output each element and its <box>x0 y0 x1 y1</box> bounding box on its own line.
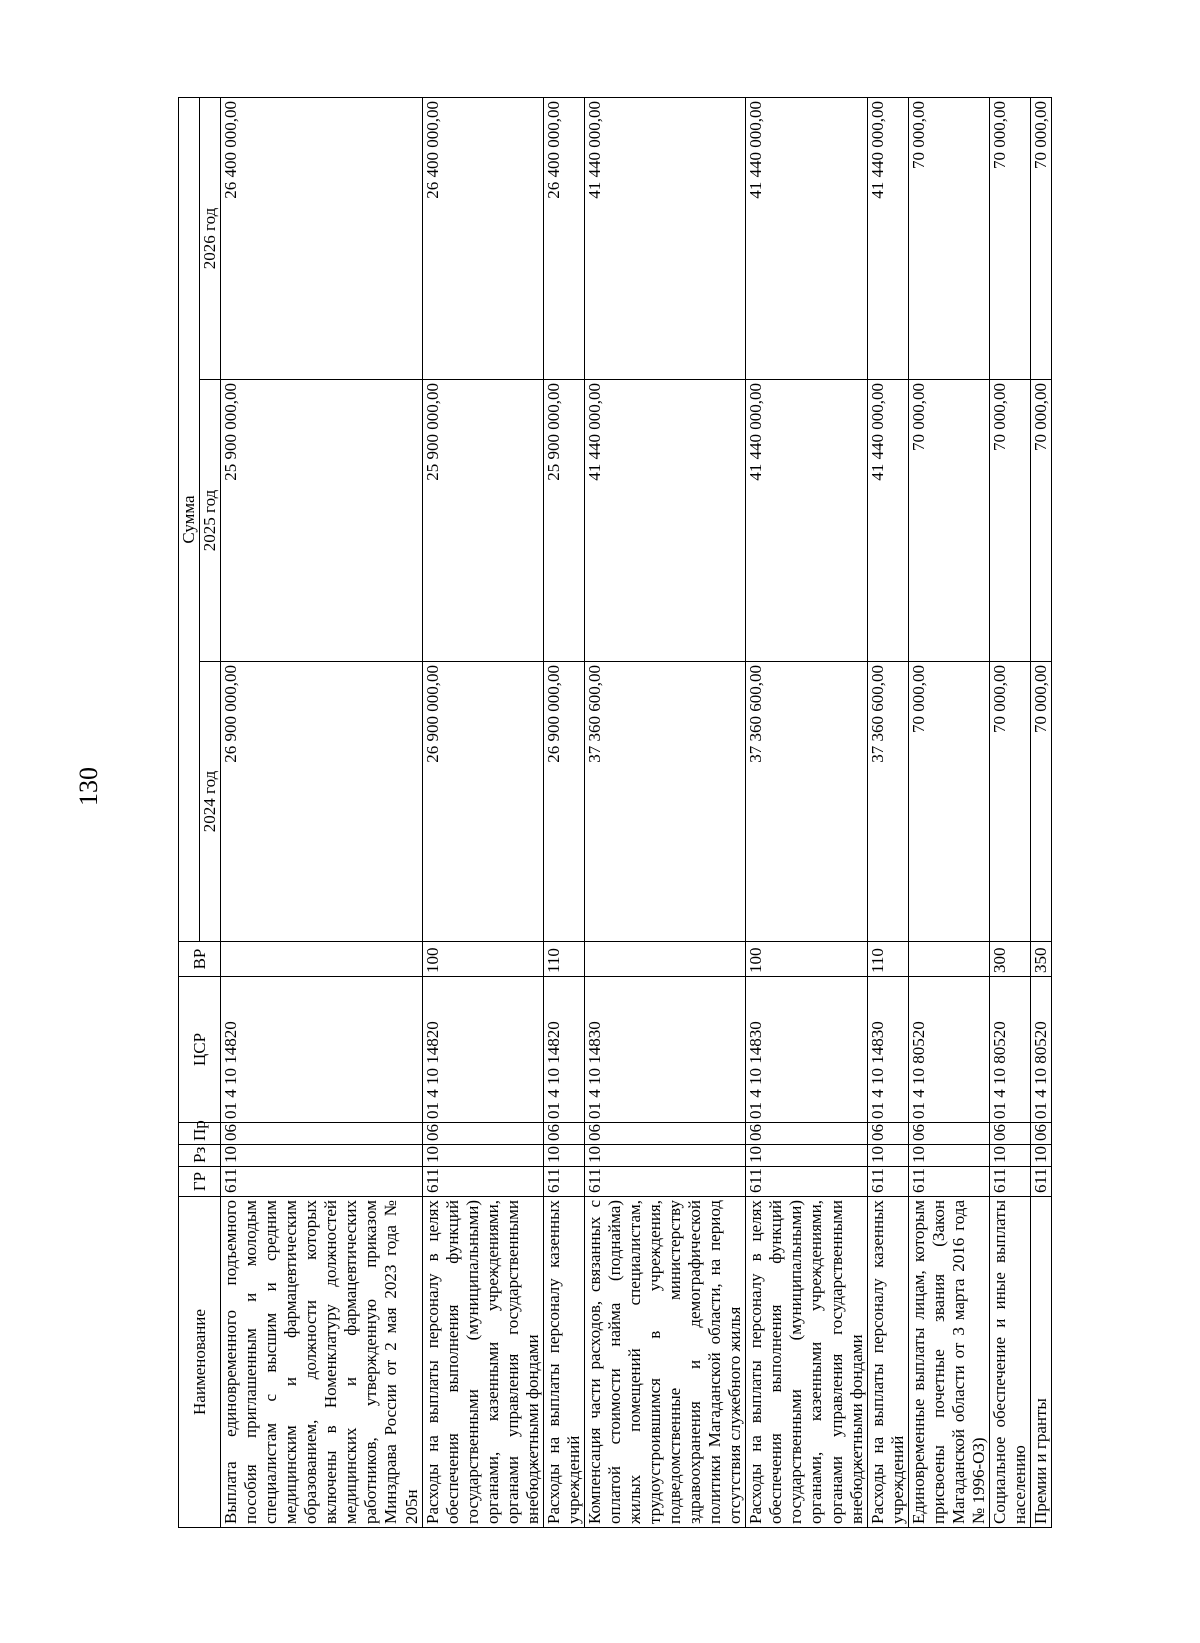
row-name: Премии и гранты <box>1030 1197 1051 1528</box>
row-csr: 01 4 10 80520 <box>1030 977 1051 1123</box>
row-pr: 06 <box>1030 1123 1051 1145</box>
header-name: Наименование <box>179 1197 221 1528</box>
row-gr: 611 <box>908 1167 989 1197</box>
row-vr: 350 <box>1030 942 1051 977</box>
row-pr: 06 <box>908 1123 989 1145</box>
row-pr: 06 <box>746 1123 867 1145</box>
row-2025: 25 900 000,00 <box>543 380 584 662</box>
row-2026: 26 400 000,00 <box>422 97 543 379</box>
budget-table <box>178 97 1052 1528</box>
row-csr: 01 4 10 14820 <box>422 977 543 1123</box>
row-pr: 06 <box>584 1123 745 1145</box>
row-2024: 70 000,00 <box>908 662 989 942</box>
row-gr: 611 <box>584 1167 745 1197</box>
row-vr: 100 <box>746 942 867 977</box>
table-row <box>908 97 989 1527</box>
row-name: Расходы на выплаты персоналу казенных учреждений <box>867 1197 908 1528</box>
row-gr: 611 <box>543 1167 584 1197</box>
row-vr <box>908 942 989 977</box>
row-rz: 10 <box>989 1145 1030 1167</box>
page-number: 130 <box>74 767 103 806</box>
row-2026: 70 000,00 <box>908 97 989 379</box>
row-gr: 611 <box>1030 1167 1051 1197</box>
header-rz: Рз <box>179 1145 221 1167</box>
row-vr: 300 <box>989 942 1030 977</box>
row-csr: 01 4 10 14820 <box>221 977 422 1123</box>
table-body <box>221 97 1052 1527</box>
row-rz: 10 <box>221 1145 422 1167</box>
table-row <box>584 97 745 1527</box>
row-2024: 70 000,00 <box>989 662 1030 942</box>
row-csr: 01 4 10 14820 <box>543 977 584 1123</box>
row-2024: 37 360 600,00 <box>746 662 867 942</box>
row-rz: 10 <box>543 1145 584 1167</box>
row-name: Расходы на выплаты персоналу казенных учреждений <box>543 1197 584 1528</box>
row-csr: 01 4 10 14830 <box>746 977 867 1123</box>
header-sum: Сумма <box>179 97 200 941</box>
row-2024: 26 900 000,00 <box>543 662 584 942</box>
header-2024: 2024 год <box>200 662 221 942</box>
row-2026: 26 400 000,00 <box>221 97 422 379</box>
row-2024: 37 360 600,00 <box>584 662 745 942</box>
row-2025: 70 000,00 <box>908 380 989 662</box>
row-2025: 70 000,00 <box>989 380 1030 662</box>
row-rz: 10 <box>908 1145 989 1167</box>
row-name: Расходы на выплаты персоналу в целях обеспечения выполнения функций государственными (муниципальными) органами, казенными учреждениями, органами управления государственными внебюджетными фондами <box>422 1197 543 1528</box>
row-2026: 70 000,00 <box>1030 97 1051 379</box>
row-2025: 41 440 000,00 <box>746 380 867 662</box>
row-vr: 100 <box>422 942 543 977</box>
row-2024: 37 360 600,00 <box>867 662 908 942</box>
row-2025: 41 440 000,00 <box>584 380 745 662</box>
table-row <box>543 97 584 1527</box>
row-2026: 26 400 000,00 <box>543 97 584 379</box>
row-rz: 10 <box>1030 1145 1051 1167</box>
header-2025: 2025 год <box>200 380 221 662</box>
row-2024: 26 900 000,00 <box>422 662 543 942</box>
row-pr: 06 <box>867 1123 908 1145</box>
row-2024: 70 000,00 <box>1030 662 1051 942</box>
row-2025: 25 900 000,00 <box>422 380 543 662</box>
table-row <box>867 97 908 1527</box>
row-name: Социальное обеспечение и иные выплаты населению <box>989 1197 1030 1528</box>
row-vr: 110 <box>867 942 908 977</box>
row-2026: 70 000,00 <box>989 97 1030 379</box>
row-pr: 06 <box>422 1123 543 1145</box>
row-2025: 70 000,00 <box>1030 380 1051 662</box>
row-name: Расходы на выплаты персоналу в целях обеспечения выполнения функций государственными (муниципальными) органами, казенными учреждениями, органами управления государственными внебюджетными фондами <box>746 1197 867 1528</box>
header-vr: ВР <box>179 942 221 977</box>
row-vr <box>584 942 745 977</box>
row-gr: 611 <box>746 1167 867 1197</box>
row-gr: 611 <box>867 1167 908 1197</box>
row-2025: 25 900 000,00 <box>221 380 422 662</box>
row-vr: 110 <box>543 942 584 977</box>
row-name: Компенсация части расходов, связанных с оплатой стоимости найма (поднайма) жилых помещений специалистам, трудоустроившимся в учреждения, подведомственные министерству здравоохранения и демографической политики Магаданской области, на период отсутствия служебного жилья <box>584 1197 745 1528</box>
row-csr: 01 4 10 80520 <box>908 977 989 1123</box>
row-2026: 41 440 000,00 <box>867 97 908 379</box>
header-pr: Пр <box>179 1123 221 1145</box>
row-name: Единовременные выплаты лицам, которым присвоены почетные звания (Закон Магаданской области от 3 марта 2016 года № 1996-ОЗ) <box>908 1197 989 1528</box>
row-2026: 41 440 000,00 <box>584 97 745 379</box>
row-pr: 06 <box>989 1123 1030 1145</box>
row-2025: 41 440 000,00 <box>867 380 908 662</box>
table-row <box>221 97 422 1527</box>
row-gr: 611 <box>422 1167 543 1197</box>
row-vr <box>221 942 422 977</box>
header-2026: 2026 год <box>200 97 221 379</box>
row-csr: 01 4 10 14830 <box>867 977 908 1123</box>
table-row <box>422 97 543 1527</box>
row-gr: 611 <box>221 1167 422 1197</box>
table-row <box>746 97 867 1527</box>
row-2024: 26 900 000,00 <box>221 662 422 942</box>
row-rz: 10 <box>584 1145 745 1167</box>
row-csr: 01 4 10 14830 <box>584 977 745 1123</box>
row-2026: 41 440 000,00 <box>746 97 867 379</box>
row-name: Выплата единовременного подъемного пособия приглашенным и молодым специалистам с высшим и средним медицинским и фармацевтическим образованием, должности которых включены в Номенклатуру должностей медицинских и фармацевтических работников, утвержденную приказом Минздрава России от 2 мая 2023 года № 205н <box>221 1197 422 1528</box>
row-csr: 01 4 10 80520 <box>989 977 1030 1123</box>
row-pr: 06 <box>543 1123 584 1145</box>
table-row <box>989 97 1030 1527</box>
budget-table-container <box>178 98 1052 1528</box>
row-pr: 06 <box>221 1123 422 1145</box>
row-rz: 10 <box>746 1145 867 1167</box>
header-gr: ГР <box>179 1167 221 1197</box>
row-rz: 10 <box>867 1145 908 1167</box>
row-gr: 611 <box>989 1167 1030 1197</box>
table-row <box>1030 97 1051 1527</box>
header-csr: ЦСР <box>179 977 221 1123</box>
row-rz: 10 <box>422 1145 543 1167</box>
